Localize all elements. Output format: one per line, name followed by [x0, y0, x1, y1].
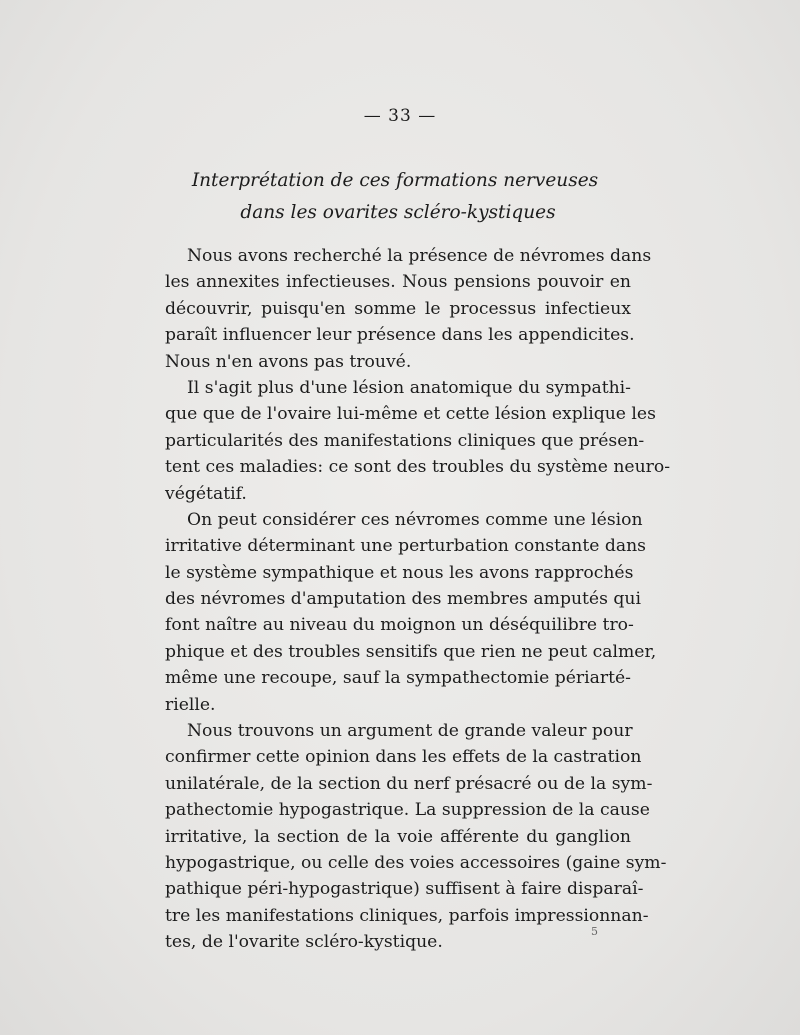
text-line: Nous avons recherché la présence de névromes dans	[187, 246, 652, 266]
text-line: particularités des manifestations cliniques que présen-	[165, 430, 645, 451]
text-line: paraît influencer leur présence dans les appendicites.	[165, 325, 635, 346]
text-line: pathique péri-hypogastrique) suffisent à faire disparaî-	[165, 879, 644, 900]
text-line: tre les manifestations cliniques, parfois impressionnan-	[165, 905, 649, 926]
text-line: font naître au niveau du moignon un déséquilibre tro-	[165, 615, 634, 636]
section-heading-line-1: Interprétation de ces formations nerveuses	[191, 170, 599, 191]
text-line: irritative déterminant une perturbation constante dans	[165, 536, 647, 557]
text-line: irritative, la section de la voie afférente du ganglion	[165, 826, 631, 847]
text-line: découvrir, puisqu'en somme le processus infectieux	[165, 298, 631, 319]
text-line: des névromes d'amputation des membres amputés qui	[165, 589, 641, 610]
body-text	[165, 243, 671, 956]
text-line: confirmer cette opinion dans les effets de la castration	[165, 747, 642, 768]
text-line: On peut considérer ces névromes comme une lésion	[187, 509, 643, 530]
printer-signature-mark: 5	[591, 925, 598, 938]
text-line: les annexites infectieuses. Nous pensions pouvoir en	[165, 272, 631, 293]
text-line: pathectomie hypogastrique. La suppression de la cause	[165, 800, 650, 821]
text-line: phique et des troubles sensitifs que rien ne peut calmer,	[165, 641, 657, 662]
text-line: hypogastrique, ou celle des voies accessoires (gaine sym-	[165, 852, 667, 873]
text-line: unilatérale, de la section du nerf présacré ou de la sym-	[165, 773, 653, 794]
text-line: Il s'agit plus d'une lésion anatomique du sympathi-	[187, 377, 631, 398]
text-line: tes, de l'ovarite scléro-kystique.	[165, 932, 443, 953]
text-line: Nous n'en avons pas trouvé.	[165, 351, 412, 372]
text-line: végétatif.	[165, 483, 247, 504]
text-line: le système sympathique et nous les avons rapprochés	[165, 562, 634, 583]
text-line: que que de l'ovaire lui-même et cette lésion explique les	[165, 404, 656, 425]
text-line: tent ces maladies: ce sont des troubles du système neuro-	[165, 457, 671, 478]
text-line: Nous trouvons un argument de grande valeur pour	[187, 721, 633, 742]
text-line: rielle.	[165, 694, 216, 715]
section-heading-line-2: dans les ovarites scléro-kystiques	[240, 202, 556, 223]
page-number: — 33 —	[363, 106, 437, 126]
text-line: même une recoupe, sauf la sympathectomie périarté-	[165, 668, 631, 689]
